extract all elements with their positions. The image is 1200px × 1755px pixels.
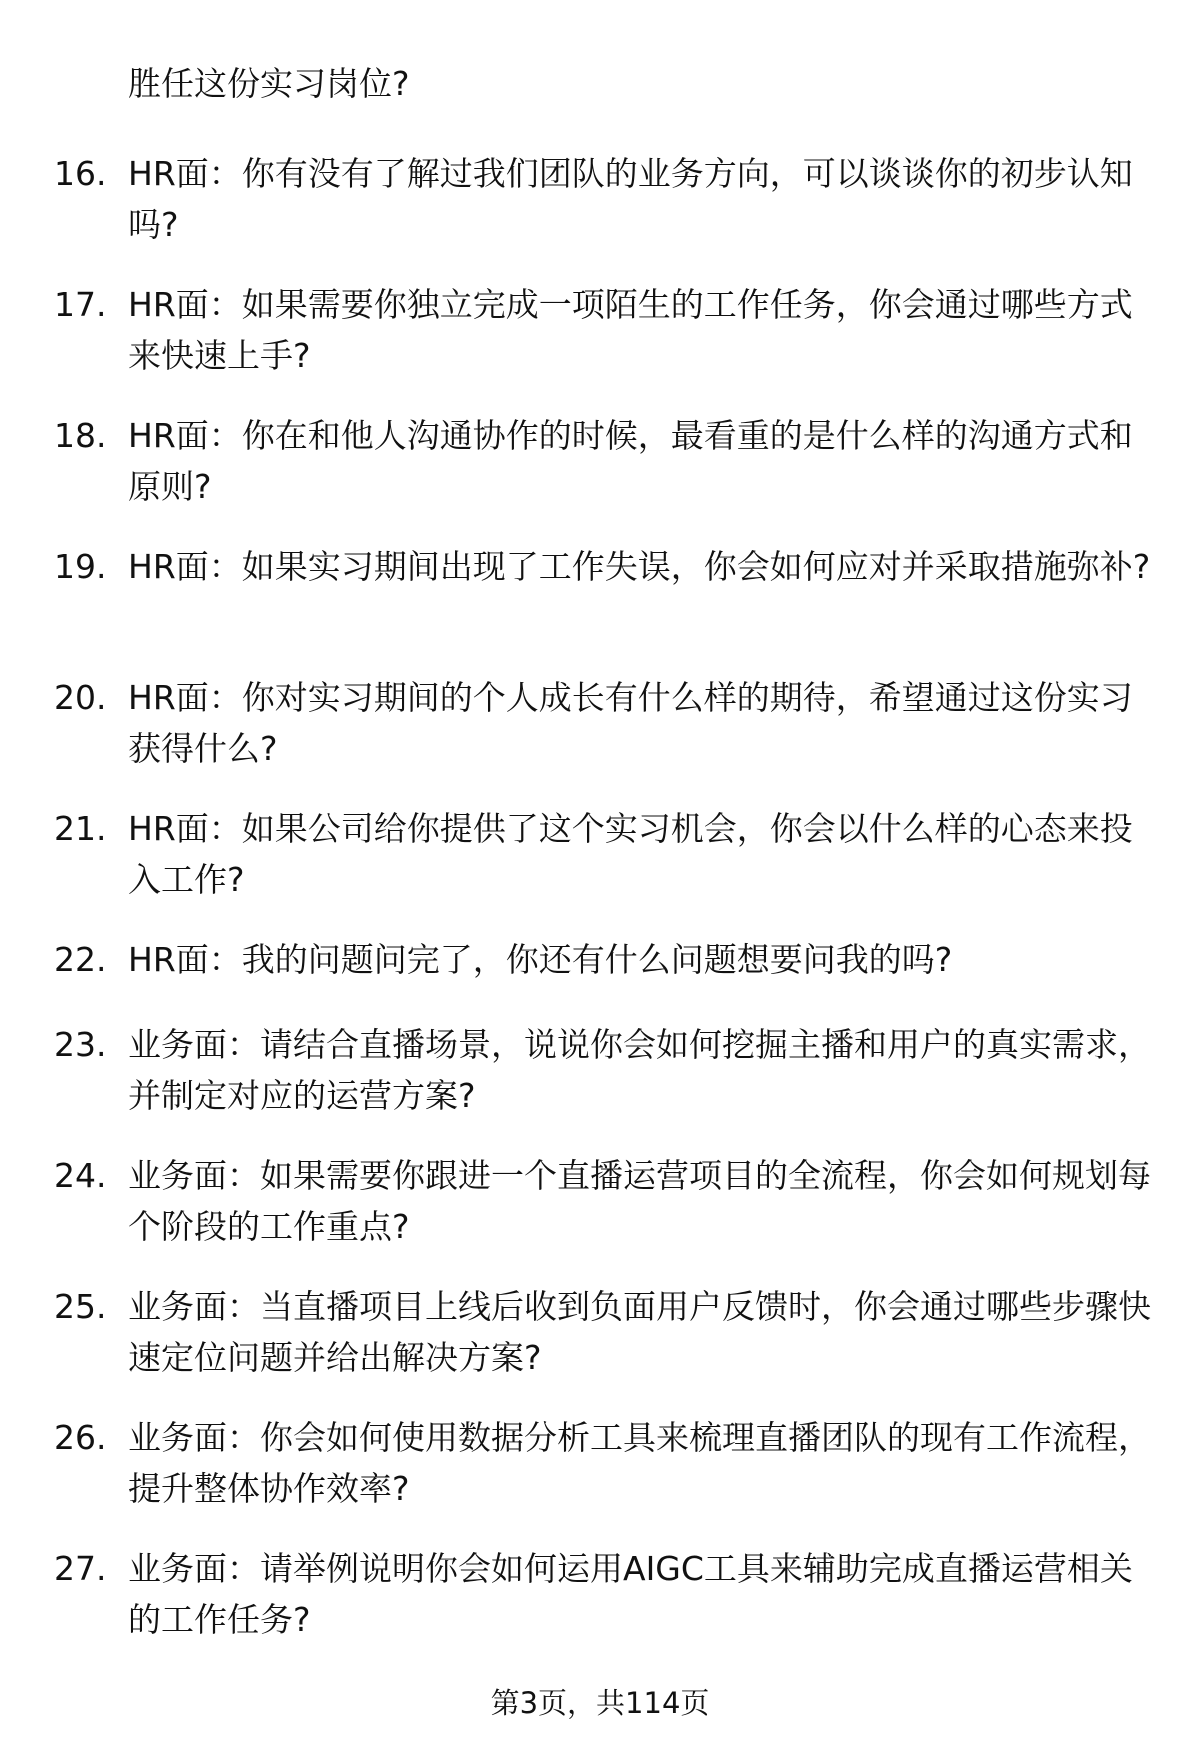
question-text: HR面：你在和他人沟通协作的时候，最看重的是什么样的沟通方式和原则? <box>128 416 1133 506</box>
question-text: 业务面：你会如何使用数据分析工具来梳理直播团队的现有工作流程，提升整体协作效率? <box>128 1418 1151 1508</box>
question-text: 业务面：请举例说明你会如何运用AIGC工具来辅助完成直播运营相关的工作任务? <box>128 1549 1133 1639</box>
question-number: 16. <box>54 154 107 193</box>
question-number: 27. <box>54 1549 107 1588</box>
question-number: 25. <box>54 1287 107 1326</box>
question-item <box>0 279 1200 410</box>
question-number: 24. <box>54 1156 107 1195</box>
question-number: 19. <box>54 547 107 586</box>
question-number: 18. <box>54 416 107 455</box>
question-item <box>0 1412 1200 1543</box>
question-number: 17. <box>54 285 107 324</box>
question-text: 业务面：请结合直播场景，说说你会如何挖掘主播和用户的真实需求，并制定对应的运营方案? <box>128 1025 1151 1115</box>
question-number: 22. <box>54 940 107 979</box>
question-number: 26. <box>54 1418 107 1457</box>
question-item <box>0 803 1200 934</box>
question-text: 业务面：当直播项目上线后收到负面用户反馈时，你会通过哪些步骤快速定位问题并给出解决方案? <box>128 1287 1151 1377</box>
question-text: HR面：你有没有了解过我们团队的业务方向，可以谈谈你的初步认知吗? <box>128 154 1133 244</box>
question-number: 23. <box>54 1025 107 1064</box>
continued-question-text: 胜任这份实习岗位? <box>128 64 410 103</box>
page-footer: 第3页，共114页 <box>490 1686 710 1720</box>
question-number: 20. <box>54 678 107 717</box>
question-item <box>0 541 1200 672</box>
question-number: 21. <box>54 809 107 848</box>
question-item <box>0 934 1200 1019</box>
question-item <box>0 1019 1200 1150</box>
question-text: 业务面：如果需要你跟进一个直播运营项目的全流程，你会如何规划每个阶段的工作重点? <box>128 1156 1151 1246</box>
question-item <box>0 410 1200 541</box>
question-item <box>0 1281 1200 1412</box>
question-item <box>0 1543 1200 1674</box>
question-text: HR面：你对实习期间的个人成长有什么样的期待，希望通过这份实习获得什么? <box>128 678 1133 768</box>
question-item <box>0 1150 1200 1281</box>
question-item <box>0 672 1200 803</box>
question-text: HR面：如果需要你独立完成一项陌生的工作任务，你会通过哪些方式来快速上手? <box>128 285 1133 375</box>
question-text: HR面：如果公司给你提供了这个实习机会，你会以什么样的心态来投入工作? <box>128 809 1133 899</box>
question-text: HR面：我的问题问完了，你还有什么问题想要问我的吗? <box>128 940 953 979</box>
question-text: HR面：如果实习期间出现了工作失误，你会如何应对并采取措施弥补? <box>128 547 1151 586</box>
question-item <box>0 148 1200 279</box>
question-list <box>0 148 1200 1674</box>
